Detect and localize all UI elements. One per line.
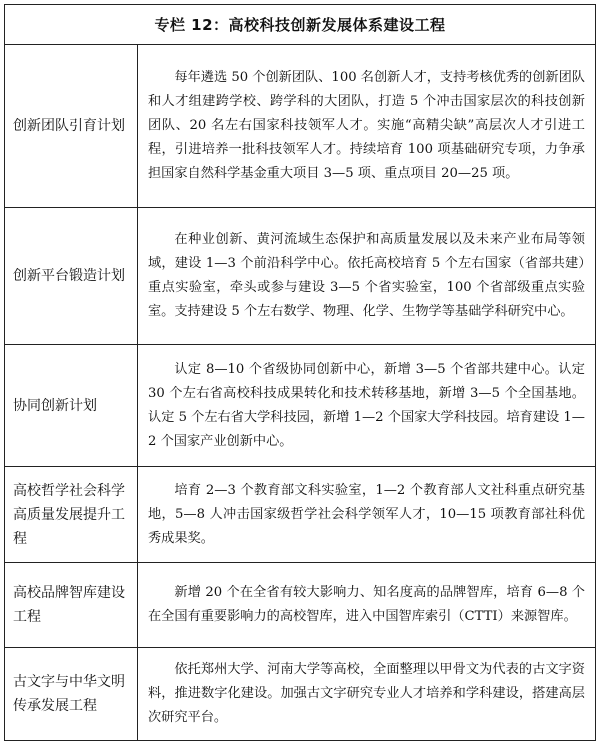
row-content-text: 认定 8—10 个省级协同创新中心，新增 3—5 个省部共建中心。认定 30 个左右省高校科技成果转化和技术转移基地，新增 3—5 个全国基地。认定 5 个左右省大学科技园，新增 1—2 个国家大学科技园。培育建设 1—2 个国家产业创新中心。 xyxy=(148,361,585,449)
row-label: 高校品牌智库建设工程 xyxy=(5,563,138,647)
row-label: 创新平台锻造计划 xyxy=(5,208,138,344)
row-label: 古文字与中华文明传承发展工程 xyxy=(5,648,138,740)
table-row xyxy=(5,563,595,648)
row-content-text: 新增 20 个在全省有较大影响力、知名度高的品牌智库，培育 6—8 个在全国有重要影响力的高校智库，进入中国智库索引（CTTI）来源智库。 xyxy=(148,585,585,624)
row-content-text: 每年遴选 50 个创新团队、100 名创新人才，支持考核优秀的创新团队和人才组建跨学校、跨学科的大团队，打造 5 个冲击国家层次的科技创新团队、20 名左右国家科技领军人才。实施“高精尖缺”高层次人才引进工程，引进培养一批科技领军人才。持续培育 100 项基础研究专项，力争承担国家自然科学基金重大项目 3—5 项、重点项目 20—25 项。 xyxy=(148,70,585,181)
project-table xyxy=(4,4,596,741)
row-label: 创新团队引育计划 xyxy=(5,45,138,207)
row-content xyxy=(138,648,595,740)
row-content xyxy=(138,208,595,344)
row-content-text: 在种业创新、黄河流域生态保护和高质量发展以及未来产业布局等领域，建设 1—3 个前沿科学中心。依托高校培育 5 个左右国家（省部共建）重点实验室，牵头或参与建设 3—5 个省实验室，100 个省部级重点实验室。支持建设 5 个左右数学、物理、化学、生物学等基础学科研究中心。 xyxy=(148,232,585,319)
table-row xyxy=(5,45,595,208)
row-label: 协同创新计划 xyxy=(5,345,138,466)
table-row xyxy=(5,648,595,740)
row-content-text: 依托郑州大学、河南大学等高校，全面整理以甲骨文为代表的古文字资料，推进数字化建设。加强古文字研究专业人才培养和学科建设，搭建高层次研究平台。 xyxy=(148,662,585,725)
row-content xyxy=(138,563,595,647)
table-row xyxy=(5,208,595,345)
row-content xyxy=(138,345,595,466)
row-content xyxy=(138,467,595,562)
row-label: 高校哲学社会科学高质量发展提升工程 xyxy=(5,467,138,562)
table-row xyxy=(5,345,595,467)
row-content-text: 培育 2—3 个教育部文科实验室，1—2 个教育部人文社科重点研究基地，5—8 人冲击国家级哲学社会科学领军人才，10—15 项教育部社科优秀成果奖。 xyxy=(148,482,585,546)
row-content xyxy=(138,45,595,207)
table-row xyxy=(5,467,595,563)
table-title: 专栏 12：高校科技创新发展体系建设工程 xyxy=(5,5,595,45)
